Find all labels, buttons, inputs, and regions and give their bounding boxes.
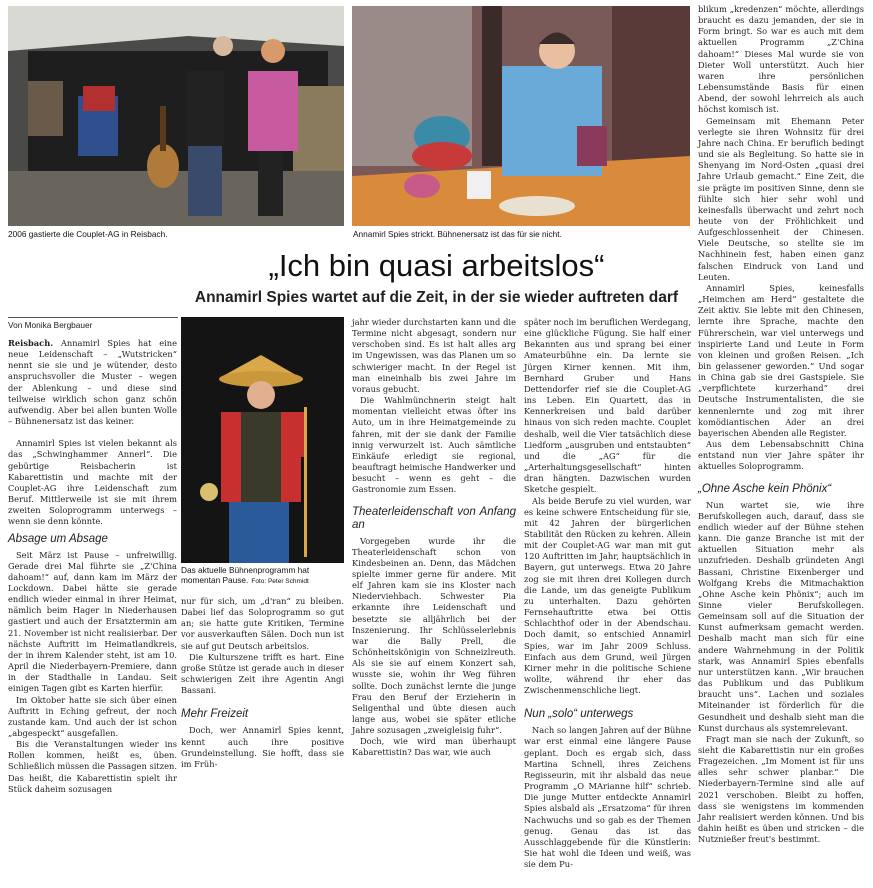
col4-para-1: später noch im beruflichen Werdegang, eine glückliche Fügung. Sie half einer Bekannten aus und sprang bei einer Amateurbühne ein. Da lernte sie Jürgen Kirner kennen. Mit ihm, Bernhard Gruber und Hans Dettendorfer rief sie die Couplet-AG ins Leben. Ein Quartett, das in Kennerkreisen und bald darüber hinaus von sich reden machte. Couplet deshalb, weil die Vier tatsächlich diese Liedform „ausgruben und entstaubten“ und die „AG“ für die „Arterhaltungsgesellschaft“ hinten dran hängten. Dazwischen wurden Sketche gespielt. [524, 317, 691, 495]
byline-rule [8, 317, 178, 318]
col1-para-1 [8, 338, 177, 427]
column-2 [181, 596, 344, 770]
col5-para-4: Aus dem Lebensabschnitt China entstand nun vier Jahre später ihr aktuelles Soloprogramm. [698, 439, 864, 472]
col3-para-3: Vorgegeben wurde ihr die Theaterleidenschaft schon von Kindesbeinen an. Denn, das Mädchen spielte immer gerne für andere. Mit elf Jahren kam sie ins Kloster nach Niederviehbach. Schwester Pia erkannte ihre Leidenschaft und besetzte sie alljährlich bei der Inszenierung. Ihr Schlüsselerlebnis war die Bally Prell, die Schönheitskönigin von Schneizlreuth. Als sie sie auf einem Konzert sah, wusste sie, wohin ihr Weg führen sollte. Doch zunächst lernte die junge Frau den Beruf der Erzieherin in Seligenthal und übte diesen auch lange aus, wobei sie später etliche Jahre sozusagen „zweigleisig fuhr“. [352, 535, 516, 736]
dateline: Reisbach. [8, 338, 54, 348]
caption-portrait-line1: Das aktuelle Bühnenprogramm hat [181, 565, 310, 575]
column-1 [8, 338, 177, 795]
column-3 [352, 317, 516, 759]
col5-para-5: Nun wartet sie, wie ihre Berufskollegen auch, darauf, dass sie endlich wieder auf der Bühne stehen kann. Die ganze Branche ist mit der aktuellen Situation mehr als unzufrieden. Deshalb gründeten Angi Bassani, Christine Eixenberger und Wolfgang Krebs die Mitmachaktion „Ohne Asche kein Phönix“; auch im Sinne vieler Berufskollegen. Gemeinsam soll auf die Situation der Kunst aufmerksam gemacht werden. Deshalb macht man sich für eine andere Wahrnehmung in der Politik stark, was Annamirl Spies ebenfalls nur unterstützen kann. „Wir brauchen das Publikum und das Publikum braucht uns“. Lachen und soziales Miteinander ist förderlich für die Gesundheit und deshalb sieht man die Kunst durchaus als systemrelevant. [698, 499, 864, 733]
col5-para-6: Fragt man sie nach der Zukunft, so sieht die Kabarettistin nur ein großes Fragezeichen. „Im Moment ist für uns alles sehr schwer planbar.“ Die Niederbayern-Termine sind alle auf 2021 verschoben. Bleibt zu hoffen, dass sie wenigstens im kommenden Jahr realisiert werden können. Und bis dahin heißt es üben und stricken – die Nutznießer freut's bestimmt. [698, 733, 864, 845]
photo-knitting-image [352, 6, 690, 226]
col3-para-2: Die Wahlmünchnerin steigt halt momentan vielleicht etwas öfter ins Auto, um in ihre Heimatgemeinde zu fahren, mit der sie dank der Familie innig verwurzelt ist. Auch sämtliche Einkäufe erledigt sie regional, beauftragt heimische Handwerker und besucht – wenn es geht – die Gastronomie zum Essen. [352, 395, 516, 495]
heading-solo: Nun „solo“ unterwegs [524, 708, 634, 721]
byline: Von Monika Bergbauer [8, 320, 93, 330]
photo-knitting [352, 6, 690, 226]
col4-para-2: Als beide Berufe zu viel wurden, war es keine schwere Entscheidung für sie, mit 42 Jahren der bürgerlichen Stabilität den Rücken zu kehren. Allein mit der Couplet-AG war man mit gut 120 Auftritten im Jahr, hauptsächlich in Bayern, gut unterwegs. Etwa 20 Jahre zog sie mit ihren drei Kollegen durch die Lande, um das geneigte Publikum zu unterhalten. Dazu gehörten Fernsehauftritte etwa bei Ottis Schlachthof oder in der Abendschau. Doch damit, so entschied Annamirl Spies, war im Jahr 2009 Schluss. Einfach aus dem Grund, weil Jürgen Kirner mehr in die politische Schiene wollte, während ihr eher das Zwischenmenschliche liegt. [524, 495, 691, 696]
caption-portrait [181, 565, 309, 587]
heading-freizeit: Mehr Freizeit [181, 708, 249, 721]
heading-phoenix: „Ohne Asche kein Phönix“ [698, 482, 832, 495]
col1-para-2: Annamirl Spies ist vielen bekannt als das „Schwinghammer Annerl“. Die gebürtige Reisbacherin ist Kabarettistin und machte mit der Couplet-AG ihre Leidenschaft zum Beruf. Mittlerweile ist sie mit ihrem zweiten Soloprogramm unterwegs – wenn sie denn könnte. [8, 438, 177, 527]
photo-portrait-image [181, 317, 344, 563]
photo-couplet-ag-image [8, 6, 344, 226]
photo-couplet-ag [8, 6, 344, 226]
col2-para-2: Die Kulturszene trifft es hart. Eine große Stütze ist gerade auch in dieser schwierigen Zeit ihre Agentin Angi Bassani. [181, 651, 344, 696]
col4-para-3: Nach so langen Jahren auf der Bühne war erst einmal eine längere Pause geplant. Doch es ergab sich, dass Martina Schnell, ihres Zeichens Regisseurin, mit ihr alsbald das neue Programm „O MArianne hilf“ schrieb. Die junge Mutter entdeckte Annamirl Spies alsbald als „Ersatzoma“ für ihren Nachwuchs und so gab es der Themen genug. Genau das ist das Ausschlaggebende für die Künstlerin: Sie hat wohl die Ideen und weiß, was sie dem Pu- [524, 725, 691, 870]
heading-theater: Theaterleidenschaft von Anfang an [352, 505, 516, 531]
col2-para-3: Doch, wer Annamirl Spies kennt, kennt auch ihre positive Grundeinstellung. Sie hofft, dass sie im Früh- [181, 725, 344, 769]
col5-para-3: Annamirl Spies, keinesfalls „Heimchen am Herd“ gestaltete die Zeit aktiv. Sie lebte mit den Chinesen, lernte ihre Sprache, machte den Führerschein, war viel unterwegs und inspirierte Land und Leute in Form von kleinen und großen Reisen. „Ich bin gelassener geworden.“ Und sogar in China gab sie drei Gastspiele. Sie „verpflichtete kurzerhand“ drei Deutsche Instrumentalisten, die sie kennenlernte und zog mit ihrer komödiantischen Ader an drei bayerischen Abenden alle Register. [698, 282, 864, 438]
column-4 [524, 317, 691, 870]
caption-knitting: Annamirl Spies strickt. Bühnenersatz ist das für sie nicht. [353, 229, 562, 239]
col1-para-3: Seit März ist Pause – unfreiwillig. Gerade drei Mal führte sie „Z'China dahoam!“ auf, dann kam im März der Lockdown. Dabei hätte sie gerade endlich wieder einmal in ihrer Heimat, nämlich beim Hager in Niederhausen gastiert und auch der Ersatztermin am 21. November ist nicht realisierbar. Der nächste Auftritt im Heimatlandkreis, der in ihrem Kalender steht, ist am 10. April die Niederbayern-Premiere, dann in der Stadthalle in Landau. Seit einigen Tagen gibt es Karten hierfür. [8, 549, 177, 694]
heading-absage: Absage um Absage [8, 532, 108, 545]
column-5 [698, 4, 864, 845]
col1-para-5: Bis die Veranstaltungen wieder ins Rollen kommen, heißt es, üben. Schließlich müssen die Passagen sitzen. Das heißt, die Kabarettistin spielt ihr Stück daheim sozusagen [8, 739, 177, 794]
col1-para-1-text: Annamirl Spies hat eine neue Leidenschaft – „Wutstricken“ nennt sie sie und je wütender, desto anspruchsvoller die Muster – wegen der Ablenkung – und diese sind teilweise wirklich schon ganz schön aufwendig. Aber bei allen bunten Wolle – Bühnenersatz ist das keiner. [8, 338, 178, 427]
col1-para-4: Im Oktober hatte sie sich über einen Auftritt in Eching gefreut, der noch zustande kam. Und auch der ist schon „abgespeckt“ ausgefallen. [8, 694, 177, 738]
col3-para-1: jahr wieder durchstarten kann und die Termine nicht abgesagt, sondern nur verschoben sind. Es ist halt alles arg im Ungewissen, was das Planen um so schwieriger macht. In der Regel ist man eineinhalb bis zwei Jahre im voraus gebucht. [352, 317, 516, 394]
headline: „Ich bin quasi arbeitslos“ [268, 248, 605, 283]
col3-para-4: Doch, wie wird man überhaupt Kabarettistin? Das war, wie auch [352, 736, 516, 758]
photo-portrait [181, 317, 344, 563]
col5-para-2: Gemeinsam mit Ehemann Peter verlegte sie ihren Wohnsitz für drei Jahre nach China. Er beruflich bedingt und sie als Begleitung. So hatte sie in Shenyang im Nord-Osten „quasi drei Jahre Urlaub gemacht.“ Eine Zeit, die sie prägte im positiven Sinne, denn sie fühlte sich hier sehr wohl und keinesfalls überwacht und zehrt noch heute von der Fröhlichkeit und Aufgeschlossenheit der Chinesen. Viele Deutsche, so stellte sie im Nachhinein fest, haben einen ganz falschen Eindruck von Land und Leuten. [698, 115, 864, 282]
subheadline: Annamirl Spies wartet auf die Zeit, in der sie wieder auftreten darf [194, 289, 679, 306]
photo-credit: Foto: Peter Schmidt [251, 578, 309, 585]
caption-portrait-line2: momentan Pause. [181, 575, 249, 585]
col2-para-1: nur für sich, um „d'ran“ zu bleiben. Dabei lief das Soloprogramm so gut an; sie hatte gute Kritiken, Termine vor ausverkauften Sälen. Doch nun ist sie auf gut Deutsch arbeitslos. [181, 596, 344, 651]
caption-couplet-ag: 2006 gastierte die Couplet-AG in Reisbach. [8, 229, 168, 239]
col5-para-1: blikum „kredenzen“ möchte, allerdings braucht es dazu jemanden, der sie in Form bringt. So war es auch mit dem aktuellen Programm „Z'China dahoam!“ Dieses Mal wurde sie von Dieter Woll unterstützt. Auch hier waren ihre persönlichen Lebensumstände Basis für einen Abend, der sowohl lehrreich als auch höchst komisch ist. [698, 4, 864, 115]
